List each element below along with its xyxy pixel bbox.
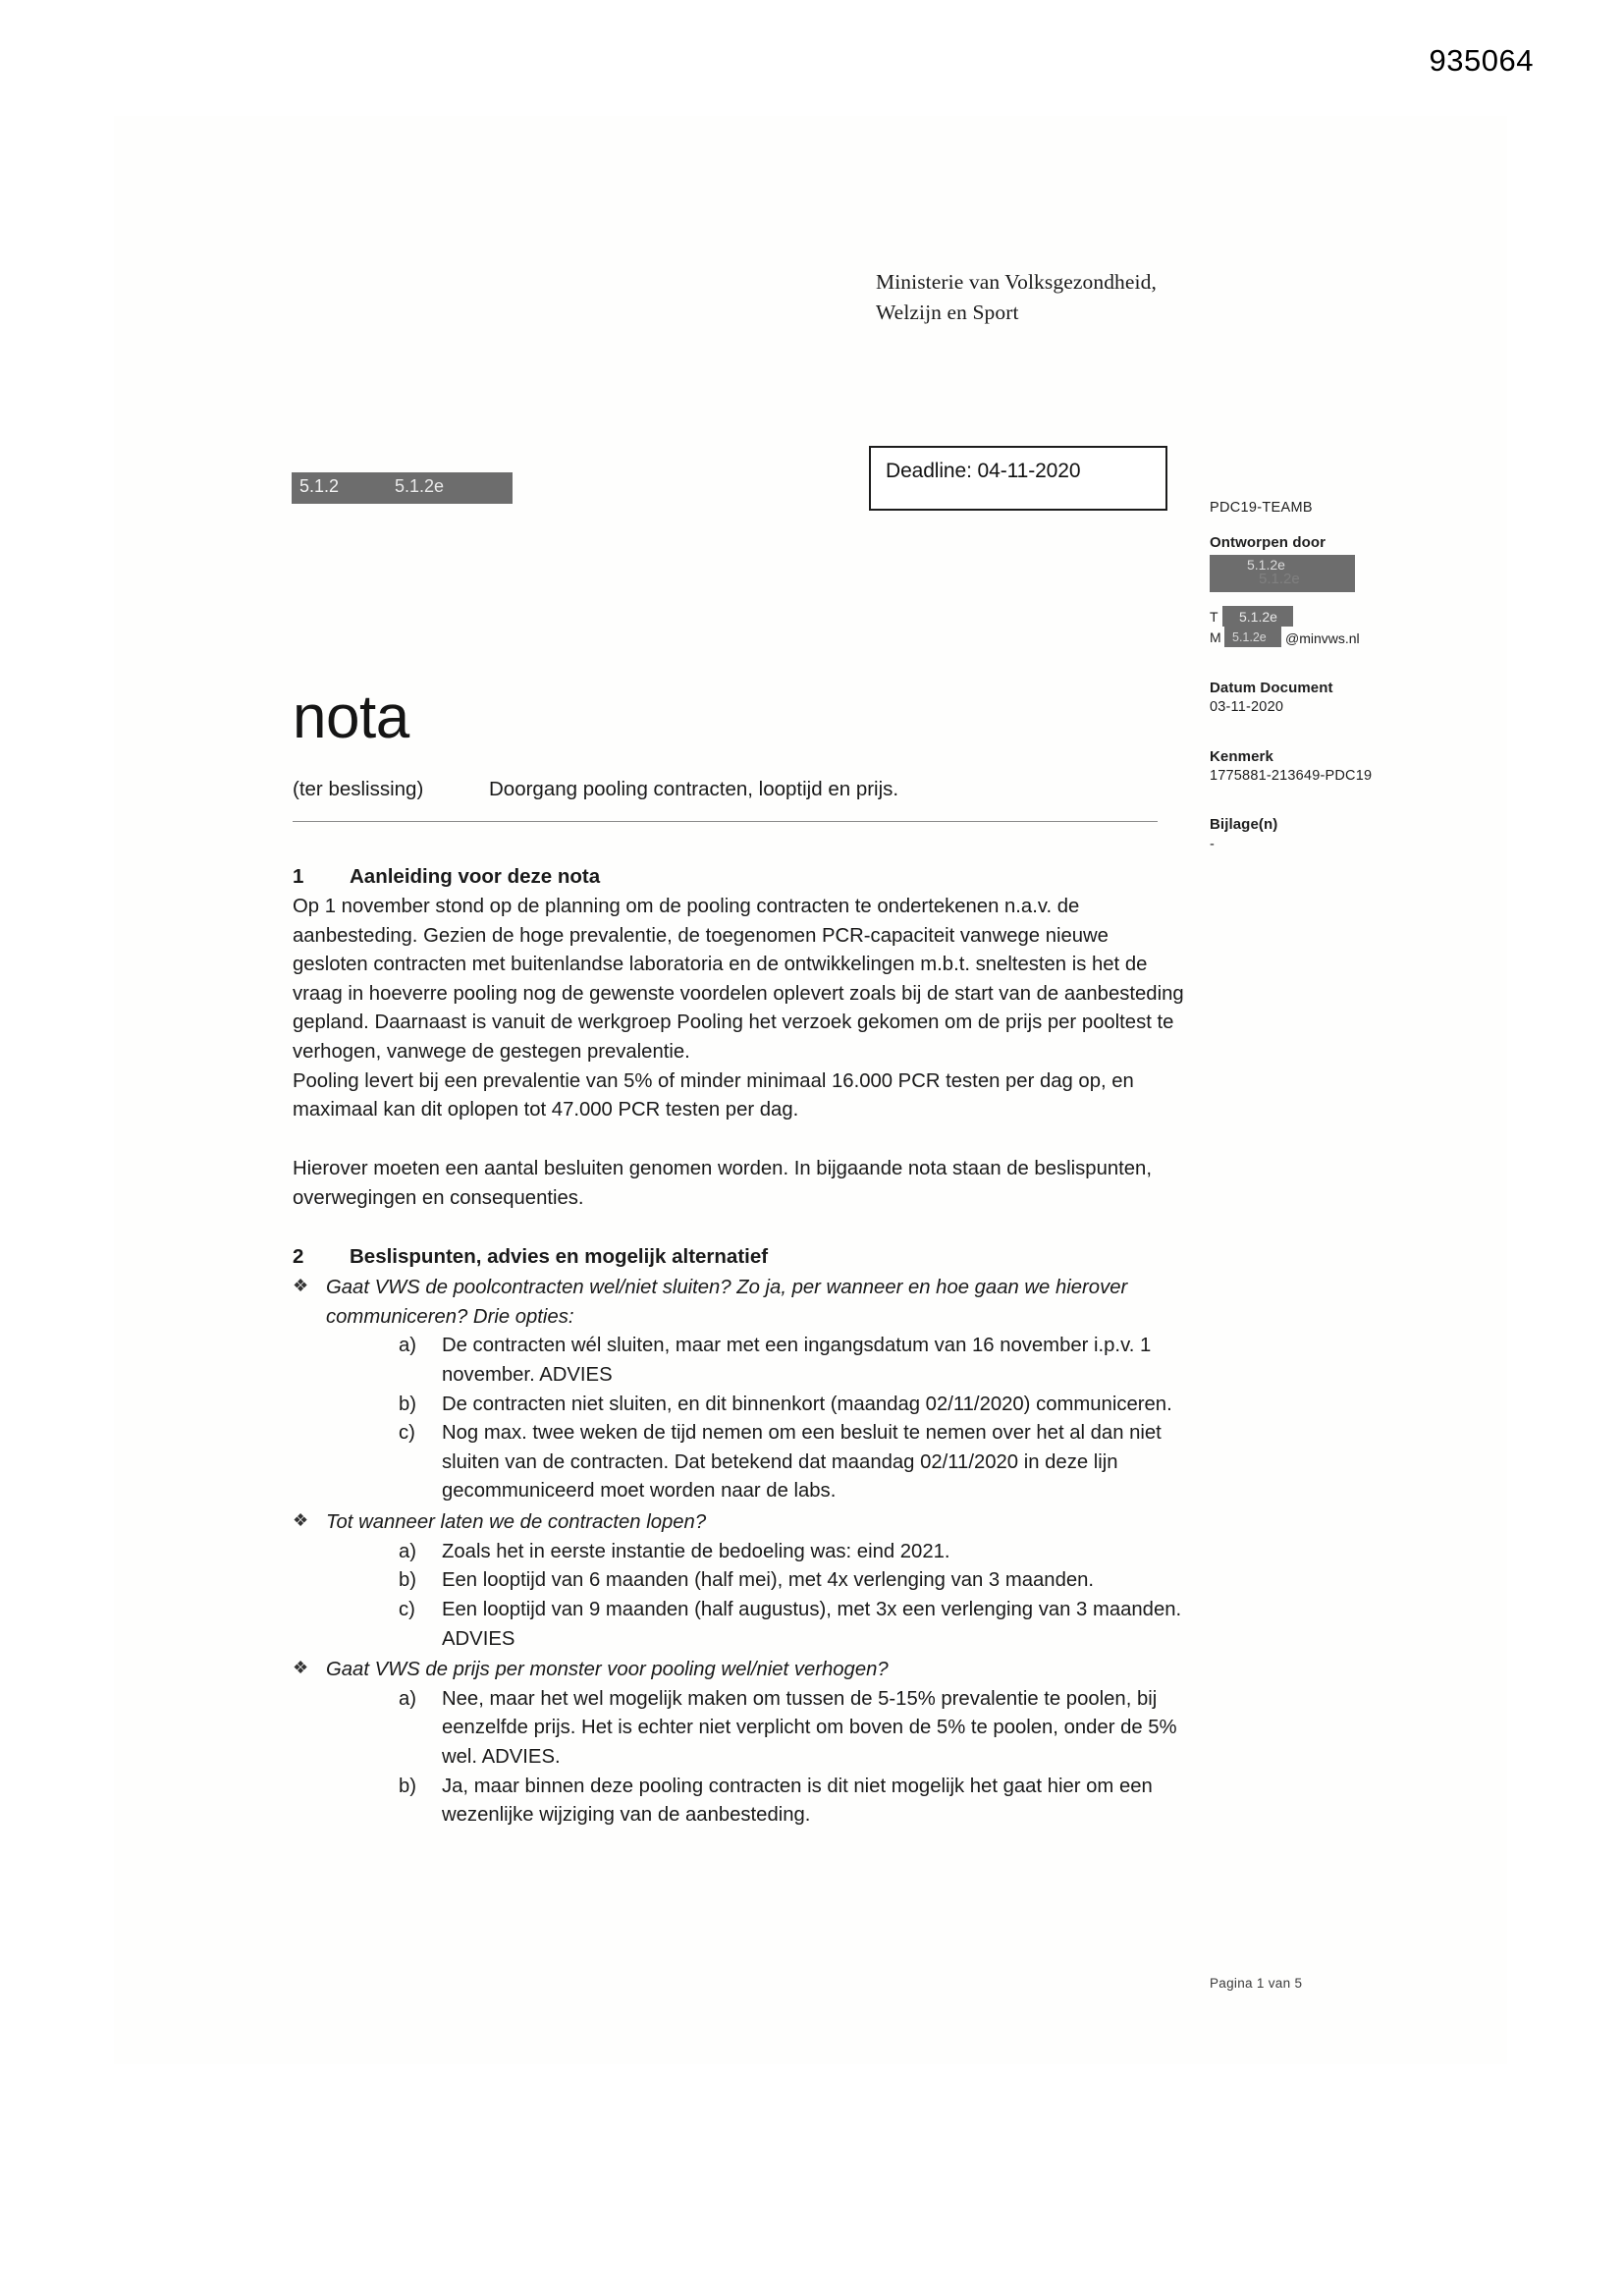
designer-label: Ontworpen door: [1210, 533, 1326, 551]
redaction-bar-left: [292, 472, 513, 504]
redaction-code-designer-2: 5.1.2e: [1259, 570, 1300, 587]
attachment-group: [1210, 815, 1504, 854]
document-body: [293, 862, 1188, 1831]
option-marker: a): [399, 1687, 417, 1710]
decision-option: [293, 1332, 1188, 1390]
ministry-line-1: Ministerie van Volksgezondheid,: [876, 270, 1157, 294]
section-2-heading: [293, 1242, 1188, 1272]
option-marker: b): [399, 1569, 417, 1592]
decision-option: [293, 1391, 1188, 1420]
option-marker: a): [399, 1335, 417, 1357]
decision-question: Gaat VWS de prijs per monster voor pooling wel/niet verhogen?: [326, 1659, 889, 1681]
title-divider: [293, 821, 1158, 822]
option-text: Nee, maar het wel mogelijk maken om tussen de 5-15% prevalentie te poolen, bij eenzelfde prijs. Het is echter niet verplicht om boven de 5% te poolen, onder de 5% wel. ADVIES.: [442, 1687, 1177, 1769]
decision-options: [293, 1332, 1188, 1506]
option-text: Ja, maar binnen deze pooling contracten is dit niet mogelijk het gaat hier om een wezenlijke wijziging van de aanbesteding.: [442, 1775, 1153, 1827]
deadline-box: [869, 446, 1167, 511]
subtitle-topic: Doorgang pooling contracten, looptijd en prijs.: [489, 778, 899, 800]
decision-option: [293, 1419, 1188, 1506]
redaction-code-left-1: 5.1.2: [299, 476, 340, 496]
attachment-label: Bijlage(n): [1210, 816, 1278, 834]
diamond-bullet-icon: ❖: [293, 1510, 309, 1531]
section-1-paragraph-3: Hierover moeten een aantal besluiten genomen worden. In bijgaande nota staan de beslispunten, overwegingen en consequenties.: [293, 1157, 1152, 1209]
option-marker: c): [399, 1598, 415, 1620]
option-text: Nog max. twee weken de tijd nemen om een besluit te nemen over het al dan niet sluiten van de contracten. Dat betekend dat maandag 02/11/2020 in deze lijn gecommuniceerd moet worden naar de labs.: [442, 1422, 1162, 1503]
option-text: De contracten wél sluiten, maar met een ingangsdatum van 16 november i.p.v. 1 november. ADVIES: [442, 1335, 1152, 1386]
decision-options: [293, 1538, 1188, 1655]
contact-block: [1210, 606, 1504, 649]
decision-point: [293, 1508, 1188, 1538]
decision-question: Gaat VWS de poolcontracten wel/niet sluiten? Zo ja, per wanneer en hoe gaan we hierover communiceren? Drie opties:: [326, 1277, 1128, 1328]
redaction-code-designer-1: 5.1.2e: [1247, 556, 1285, 573]
document-metadata-sidebar: [1210, 499, 1504, 884]
redaction-bar-phone: [1222, 606, 1293, 627]
section-1-paragraph-2: Pooling levert bij een prevalentie van 5% of minder minimaal 16.000 PCR testen per dag op, en maximaal kan dit oplopen tot 47.000 PCR testen per dag.: [293, 1069, 1134, 1121]
section-1-heading: [293, 862, 1188, 892]
mobile-label: M: [1210, 629, 1221, 645]
decision-option: [293, 1773, 1188, 1831]
section-1-number: 1: [293, 865, 304, 888]
redaction-code-phone: 5.1.2e: [1239, 608, 1277, 625]
redaction-bar-designer: [1210, 555, 1355, 592]
redaction-code-mobile: 5.1.2e: [1232, 629, 1267, 644]
option-marker: b): [399, 1775, 417, 1797]
document-date-value: 03-11-2020: [1210, 699, 1284, 716]
document-id-number: 935064: [1429, 43, 1534, 78]
section-2-number: 2: [293, 1245, 304, 1269]
section-1-paragraph-1: Op 1 november stond op de planning om de pooling contracten te ondertekenen n.a.v. de aanbesteding. Gezien de hoge prevalentie, de toegenomen PCR-capaciteit vanwege nieuwe gesloten contracten met buitenlandse laboratoria en de ontwikkelingen m.b.t. sneltesten is het de vraag in hoeverre pooling nog de gewenste voordelen oplevert zoals bij de start van de aanbesteding gepland. Daarnaast is vanuit de werkgroep Pooling het verzoek gekomen om de prijs per pooltest te verhogen, vanwege de gestegen prevalentie.: [293, 895, 1184, 1064]
ministry-line-2: Welzijn en Sport: [876, 300, 1019, 324]
decision-question: Tot wanneer laten we de contracten lopen?: [326, 1511, 707, 1534]
paragraph-spacer: [293, 1125, 1188, 1155]
decision-options: [293, 1685, 1188, 1831]
decision-point: [293, 1274, 1188, 1332]
phone-label: T: [1210, 608, 1218, 625]
ministry-header: [876, 267, 1157, 327]
option-marker: a): [399, 1540, 417, 1562]
email-domain: @minvws.nl: [1285, 629, 1360, 646]
section-2-title: Beslispunten, advies en mogelijk alternatief: [350, 1245, 769, 1269]
decision-option: [293, 1596, 1188, 1654]
deadline-text: Deadline: 04-11-2020: [886, 460, 1081, 482]
document-date-label: Datum Document: [1210, 679, 1333, 696]
option-text: Zoals het in eerste instantie de bedoeling was: eind 2021.: [442, 1540, 950, 1562]
decision-point: [293, 1656, 1188, 1685]
section-spacer: [293, 1213, 1188, 1242]
reference-group: [1210, 747, 1504, 787]
decision-option: [293, 1538, 1188, 1567]
reference-label: Kenmerk: [1210, 747, 1273, 765]
page-footer: Pagina 1 van 5: [1210, 1976, 1303, 1991]
option-marker: b): [399, 1393, 417, 1415]
designer-group: [1210, 533, 1504, 649]
subtitle-kind: (ter beslissing): [293, 778, 424, 800]
document-date-group: [1210, 679, 1504, 718]
reference-value: 1775881-213649-PDC19: [1210, 767, 1373, 784]
redaction-code-left-2: 5.1.2e: [395, 476, 445, 496]
decision-option: [293, 1566, 1188, 1596]
decision-option: [293, 1685, 1188, 1773]
option-text: De contracten niet sluiten, en dit binnenkort (maandag 02/11/2020) communiceren.: [442, 1393, 1172, 1415]
team-code: PDC19-TEAMB: [1210, 500, 1313, 516]
option-text: Een looptijd van 9 maanden (half augustus), met 3x een verlenging van 3 maanden. ADVIES: [442, 1598, 1182, 1650]
redaction-bar-mobile: [1224, 627, 1281, 647]
section-1-title: Aanleiding voor deze nota: [350, 865, 601, 888]
page-title: nota: [293, 683, 409, 751]
attachment-value: -: [1210, 836, 1216, 852]
option-marker: c): [399, 1422, 415, 1445]
option-text: Een looptijd van 6 maanden (half mei), met 4x verlenging van 3 maanden.: [442, 1569, 1095, 1592]
diamond-bullet-icon: ❖: [293, 1658, 309, 1678]
diamond-bullet-icon: ❖: [293, 1276, 309, 1296]
